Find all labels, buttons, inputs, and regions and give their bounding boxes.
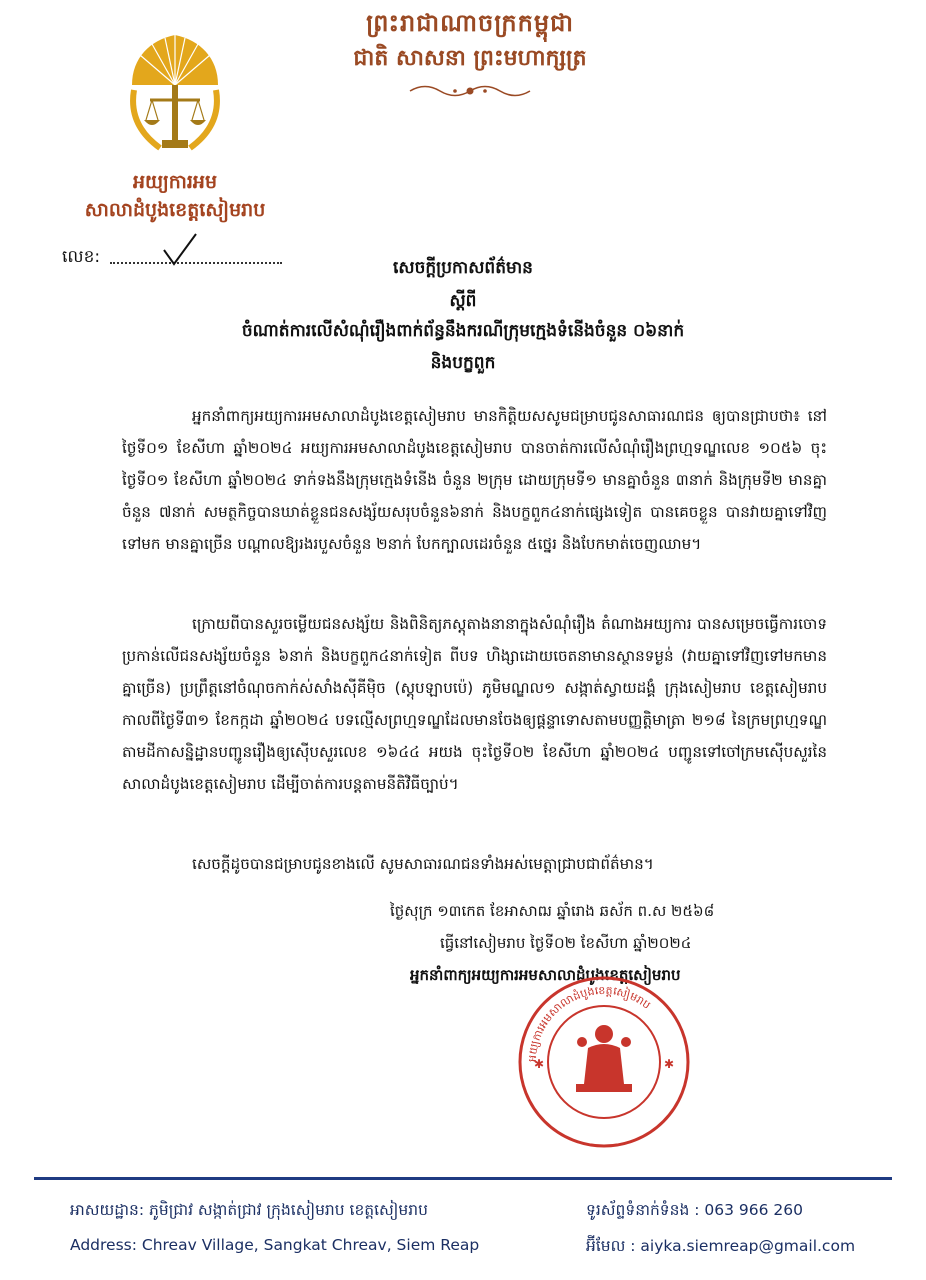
official-seal-icon [514,972,694,1152]
svg-text:✱: ✱ [534,1057,545,1071]
footer-address-english: Address: Chreav Village, Sangkat Chreav, Siem Reap [70,1236,480,1254]
body-paragraph-2 [122,608,827,800]
body-paragraph-3-text: សេចក្តីដូចបានជម្រាបជូនខាងលើ សូមសាធារណជនទាំងអស់មេត្តាជ្រាបជាព័ត៌មាន។ [192,855,654,873]
announcement-about: ស្តីពី [449,291,477,311]
footer-divider [34,1177,892,1180]
body-paragraph-1-text: អ្នកនាំពាក្យអយ្យការអមសាលាដំបូងខេត្តសៀមរាប មានកិត្តិយសសូមជម្រាបជូនសាធារណជន ឲ្យបានជ្រាបថា៖ នៅថ្ងៃទី០១ ខែសីហា ឆ្នាំ២០២៤ អយ្យការអមសាលាដំបូងខេត្តសៀមរាប បានចាត់ការលើសំណុំរឿងព្រហ្មទណ្ឌលេខ ១០៥៦ ចុះថ្ងៃទី០១ ខែសីហា ឆ្នាំ២០២៤ ទាក់ទងនឹងក្រុមក្មេងទំនើង ចំនួន ២ក្រុម ដោយក្រុមទី១ មានគ្នាចំនួន ៣នាក់ និងក្រុមទី២ មានគ្នាចំនួន ៧នាក់ សមត្ថកិច្ចបានឃាត់ខ្លួនជនសង្ស័យសរុបចំនួន៦នាក់ និងបក្ខពួក៤នាក់ផ្សេងទៀត បានគេចខ្លួន បានវាយគ្នាទៅវិញទៅមក មានគ្នាច្រើន បណ្តាលឱ្យរងរបួសចំនួន ២នាក់ បែកក្បាលដេរចំនួន ៥ថ្នេរ និងបែកមាត់ចេញឈាម។ [122,407,827,553]
reference-number-label: លេខ: [62,247,101,267]
announcement-title: សេចក្តីប្រកាសព័ត៌មាន [393,258,533,278]
body-paragraph-2-text: ក្រោយពីបានសួរចម្លើយជនសង្ស័យ និងពិនិត្យភស្តុតាងនានាក្នុងសំណុំរឿង តំណាងអយ្យការ បានសម្រេចធ្វើការចោទប្រកាន់លើជនសង្ស័យចំនួន ៦នាក់ និងបក្ខពួក៤នាក់ទៀត ពីបទ ហិង្សាដោយចេតនាមានស្ថានទម្ងន់ (វាយគ្នាទៅវិញទៅមកមានគ្នាច្រើន) ប្រព្រឹត្តនៅចំណុចកាក់ស់សាំងស៊ីគីម៉ិច (ស្តុបឡាបប៉េ) ភូមិមណ្ឌល១ សង្កាត់ស្វាយដង្គំ ក្រុងសៀមរាប ខេត្តសៀមរាប កាលពីថ្ងៃទី៣១ ខែកក្កដា ឆ្នាំ២០២៤ បទល្មើសព្រហ្មទណ្ឌដែលមានចែងឲ្យផ្តន្ទាទោសតាមបញ្ញត្តិមាត្រា ២១៨ នៃក្រមព្រហ្មទណ្ឌ តាមដីកាសន្និដ្ឋានបញ្ជូនរឿងឲ្យស៊ើបសួរលេខ ១៦៤៤ អយង ចុះថ្ងៃទី០២ ខែសីហា ឆ្នាំ២០២៤ បញ្ជូនទៅចៅក្រមស៊ើបសួរនៃសាលាដំបូងខេត្តសៀមរាប ដើម្បីចាត់ការបន្តតាមនីតិវិធីច្បាប់។ [122,615,827,793]
signer-title: អ្នកនាំពាក្យអយ្យការអមសាលាដំបូងខេត្តសៀមរាប [410,966,681,984]
footer-email[interactable]: អ៊ីមែល : aiyka.siemreap@gmail.com [586,1237,856,1255]
svg-text:✱: ✱ [664,1057,675,1071]
footer-phone: ទូរស័ព្ទទំនាក់ទំនង : 063 966 260 [586,1201,803,1219]
org-name-line1: អយ្យការអម [132,171,218,193]
announcement-subject-line2: និងបក្ខពួក [430,353,496,373]
body-paragraph-3 [122,848,827,880]
lunar-date: ថ្ងៃសុក្រ ១៣កេត ខែអាសាឍ ឆ្នាំរោង ឆស័ក ព.ស ២៥៦៨ [390,902,715,920]
kingdom-motto: ជាតិ សាសនា ព្រះមហាក្សត្រ [353,45,587,71]
footer-address-khmer: អាសយដ្ឋាន: ភូមិជ្រាវ សង្កាត់ជ្រាវ ក្រុងសៀមរាប ខេត្តសៀមរាប [70,1201,428,1219]
solar-date: ធ្វើនៅសៀមរាប ថ្ងៃទី០២ ខែសីហា ឆ្នាំ២០២៤ [440,934,692,952]
kingdom-title: ព្រះរាជាណាចក្រកម្ពុជា [366,8,574,37]
body-paragraph-1 [122,400,827,560]
org-name-line2: សាលាដំបូងខេត្តសៀមរាប [84,199,266,221]
announcement-subject-line1: ចំណាត់ការលើសំណុំរឿងពាក់ព័ន្ធនឹងករណីក្រុមក្មេងទំនើងចំនួន ០៦នាក់ [241,321,685,341]
prosecutor-emblem-icon [120,30,230,160]
seal-text: អយ្យការអមសាលាដំបូងខេត្តសៀមរាប [525,983,654,1063]
ornament-divider-icon [405,80,535,102]
